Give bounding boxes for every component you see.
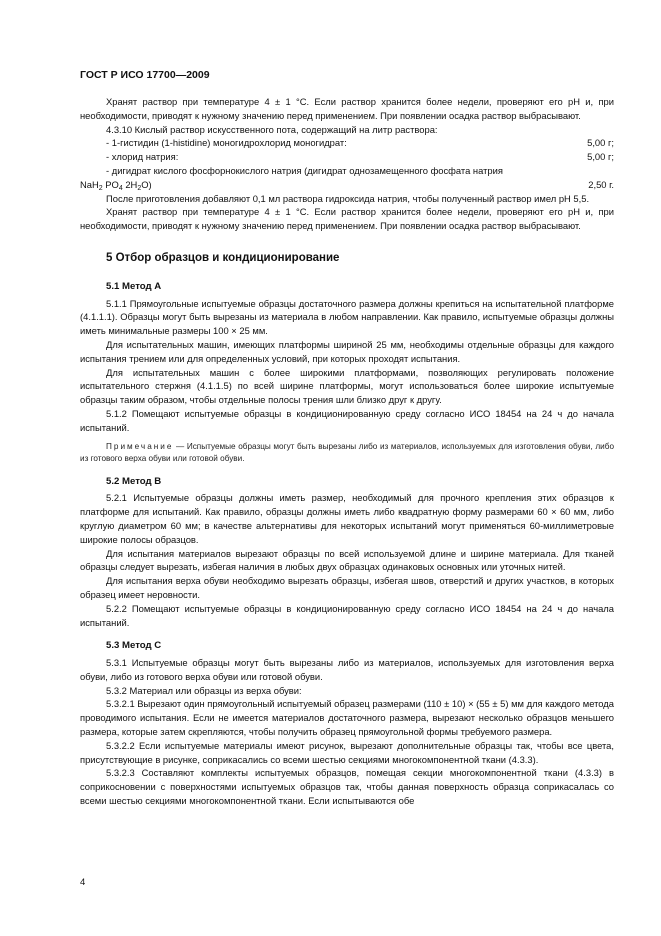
paragraph: Для испытания материалов вырезают образцы по всей используемой длине и ширине материала. Для тканей образцы следует вырезать, избегая наличия в любых двух образцах одинаковых основных или уточных нитей. xyxy=(80,547,614,573)
list-item xyxy=(80,178,614,192)
paragraph: 5.2.2 Помещают испытуемые образцы в кондиционированную среду согласно ИСО 18454 на 24 ч до начала испытаний. xyxy=(80,602,614,628)
list-item xyxy=(80,136,614,150)
paragraph: 5.1.1 Прямоугольные испытуемые образцы достаточного размера должны крепиться на испытательной платформе (4.1.1.1). Образцы могут быть вырезаны из материала в любом направлении. Как правило, испытуемые образцы должны иметь минимальные размеры 100 × 25 мм. xyxy=(80,297,614,337)
subsection-title: 5.1 Метод А xyxy=(106,280,162,292)
paragraph: Для испытательных машин с более широкими платформами, позволяющих регулировать положение испытательного стержня (4.1.1.5) по всей ширине платформы, могут использоваться более широкие испытуемые образцы таким образом, чтобы отдельные полосы трения шли близко друг к другу. xyxy=(80,366,614,406)
paragraph: 5.3.2.3 Составляют комплекты испытуемых образцов, помещая секции многокомпонентной ткани (4.3.3) в соприкосновении с поверхностями испытуемых образцов так, чтобы данная поверхность образца соприкасалась со всеми шестью секциями многокомпонентной ткани. Если испытываются обе xyxy=(80,767,614,807)
standard-header: ГОСТ Р ИСО 17700—2009 xyxy=(80,69,210,81)
paragraph: 5.1.2 Помещают испытуемые образцы в кондиционированную среду согласно ИСО 18454 на 24 ч до начала испытаний. xyxy=(80,407,614,433)
paragraph: 5.3.1 Испытуемые образцы могут быть вырезаны либо из материалов, используемых для изготовления верха обуви, либо из готового верха обуви или готовой обуви. xyxy=(80,657,614,682)
list-item-value: 2,50 г. xyxy=(588,178,614,190)
list-item-label: - хлорид натрия: xyxy=(106,151,179,163)
paragraph: После приготовления добавляют 0,1 мл раствора гидроксида натрия, чтобы полученный раствор имел рН 5,5. xyxy=(106,192,590,204)
note xyxy=(80,441,614,465)
page-body xyxy=(80,95,614,808)
paragraph: Для испытательных машин, имеющих платформы шириной 25 мм, необходимы отдельные образцы для каждого испытания трением или для определенных условий, при которых проходят испытания. xyxy=(80,338,614,364)
page-number: 4 xyxy=(80,877,86,888)
paragraph: 4.3.10 Кислый раствор искусственного пота, содержащий на литр раствора: xyxy=(106,123,438,135)
paragraph: 5.3.2 Материал или образцы из верха обуви: xyxy=(106,684,302,696)
list-item-value: 5,00 г; xyxy=(587,137,614,149)
section-title: 5 Отбор образцов и кондиционирование xyxy=(106,251,340,264)
paragraph: 5.2.1 Испытуемые образцы должны иметь размер, необходимый для прочного крепления этих образцов к платформе для испытаний. Как правило, образцы должны иметь либо квадратную форму размерами 60 × 60 мм, либо круглую диаметром 60 мм; в качестве альтернативы для некоторых испытаний могут применяться 60-миллиметровые широкие полосы образцов. xyxy=(80,492,614,545)
paragraph: 5.3.2.2 Если испытуемые материалы имеют рисунок, вырезают дополнительные образцы так, чтобы все цвета, присутствующие в рисунке, соприкасались со всеми шестью секциями многокомпонентной ткани (4.3.3). xyxy=(80,739,614,765)
paragraph: Хранят раствор при температуре 4 ± 1 °С. Если раствор хранится более недели, проверяют его рН и, при необходимости, приводят к нужному значению перед применением. При появлении осадка раствор выбрасывают. xyxy=(80,206,614,232)
paragraph: Хранят раствор при температуре 4 ± 1 °С. Если раствор хранится более недели, проверяют его рН и, при необходимости, приводят к нужному значению перед применением. При появлении осадка раствор выбрасывают. xyxy=(80,96,614,121)
list-item-value: 5,00 г; xyxy=(587,151,614,163)
subsection-title: 5.2 Метод В xyxy=(106,475,162,487)
list-item xyxy=(80,150,614,164)
list-item-label: - 1-гистидин (1-histidine) моногидрохлорид моногидрат: xyxy=(106,137,347,149)
note-label: Примечание xyxy=(106,441,174,451)
list-item-label: - дигидрат кислого фосфорнокислого натрия (дигидрат однозамещенного фосфата натрия xyxy=(106,164,503,176)
paragraph: Для испытания верха обуви необходимо вырезать образцы, избегая швов, отверстий и других участков, в которых образец имеет неровности. xyxy=(80,575,614,600)
subsection-title: 5.3 Метод С xyxy=(106,640,162,652)
note-text: — Испытуемые образцы могут быть вырезаны либо из материалов, используемых для изготовления обуви, либо из готового верха обуви или готовой обуви. xyxy=(80,441,614,463)
chemical-formula: NaH$_2$ $PO_4$ $2H_2O$) xyxy=(80,178,152,192)
paragraph: 5.3.2.1 Вырезают один прямоугольный испытуемый образец размерами (110 ± 10) × (55 ± 5) мм для каждого метода проводимого испытания. Если не имеется материалов достаточного размера, вырезают несколько образцов меньшего размера, которые затем скрепляются, чтобы получить образец прямоугольной формы требуемого размера. xyxy=(80,698,614,738)
